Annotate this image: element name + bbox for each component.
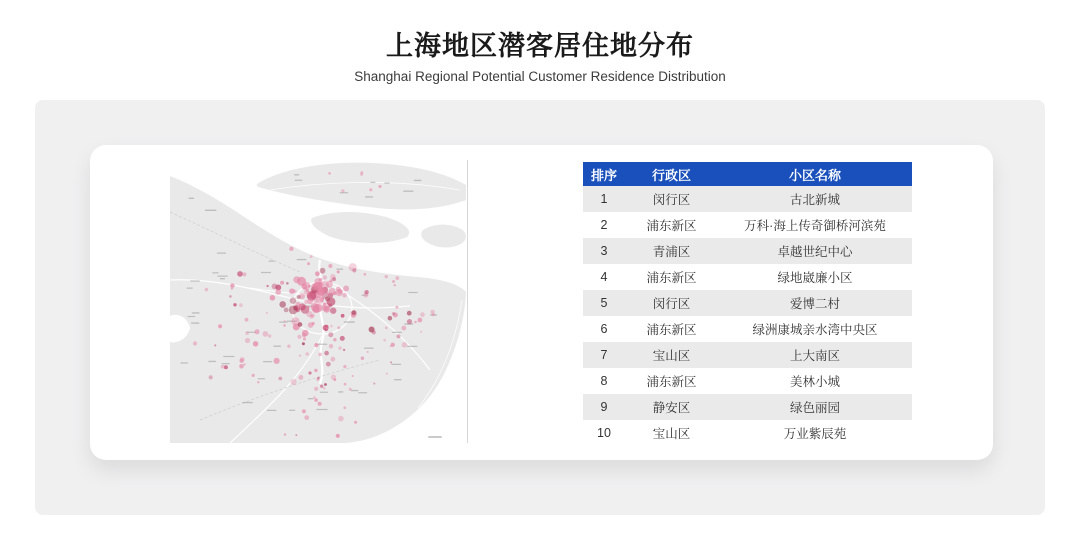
table-row: [583, 238, 912, 264]
community-cell: 美林小城: [718, 368, 912, 394]
shanghai-map: [170, 160, 468, 443]
community-cell: 绿洲康城亲水湾中央区: [718, 316, 912, 342]
community-cell: 卓越世纪中心: [718, 238, 912, 264]
rank-cell: 3: [583, 238, 625, 264]
table-row: [583, 394, 912, 420]
rank-cell: 2: [583, 212, 625, 238]
rank-cell: 4: [583, 264, 625, 290]
shanghai-map-svg: [170, 160, 467, 443]
district-cell: 宝山区: [625, 342, 718, 368]
table-row: [583, 264, 912, 290]
page-subtitle: Shanghai Regional Potential Customer Residence Distribution: [354, 69, 726, 84]
table-row: [583, 212, 912, 238]
content-panel: [35, 100, 1045, 515]
community-cell: 上大南区: [718, 342, 912, 368]
table-row: [583, 368, 912, 394]
column-header-district: 行政区: [625, 162, 718, 186]
page-header: [0, 24, 1080, 84]
map-attribution-mark: [428, 436, 442, 438]
table-row: [583, 342, 912, 368]
rank-cell: 5: [583, 290, 625, 316]
community-cell: 绿地崴廉小区: [718, 264, 912, 290]
district-cell: 宝山区: [625, 420, 718, 446]
district-cell: 闵行区: [625, 290, 718, 316]
community-cell: 绿色丽园: [718, 394, 912, 420]
community-cell: 万业紫辰苑: [718, 420, 912, 446]
column-header-rank: 排序: [583, 162, 625, 186]
table-row: [583, 316, 912, 342]
community-cell: 万科·海上传奇御桥河滨苑: [718, 212, 912, 238]
rank-cell: 9: [583, 394, 625, 420]
rank-cell: 6: [583, 316, 625, 342]
column-header-community: 小区名称: [718, 162, 912, 186]
district-cell: 闵行区: [625, 186, 718, 212]
district-cell: 青浦区: [625, 238, 718, 264]
rank-cell: 1: [583, 186, 625, 212]
district-cell: 浦东新区: [625, 316, 718, 342]
district-cell: 静安区: [625, 394, 718, 420]
rank-cell: 8: [583, 368, 625, 394]
rank-cell: 7: [583, 342, 625, 368]
district-cell: 浦东新区: [625, 264, 718, 290]
community-cell: 古北新城: [718, 186, 912, 212]
ranking-table-body: [583, 186, 912, 446]
rank-cell: 10: [583, 420, 625, 446]
content-card: [90, 145, 993, 460]
community-cell: 爱博二村: [718, 290, 912, 316]
page-title: 上海地区潜客居住地分布: [386, 31, 694, 61]
ranking-table-header: [583, 162, 912, 186]
ranking-table: [583, 162, 912, 446]
district-cell: 浦东新区: [625, 212, 718, 238]
table-row: [583, 290, 912, 316]
district-cell: 浦东新区: [625, 368, 718, 394]
table-row: [583, 186, 912, 212]
table-row: [583, 420, 912, 446]
